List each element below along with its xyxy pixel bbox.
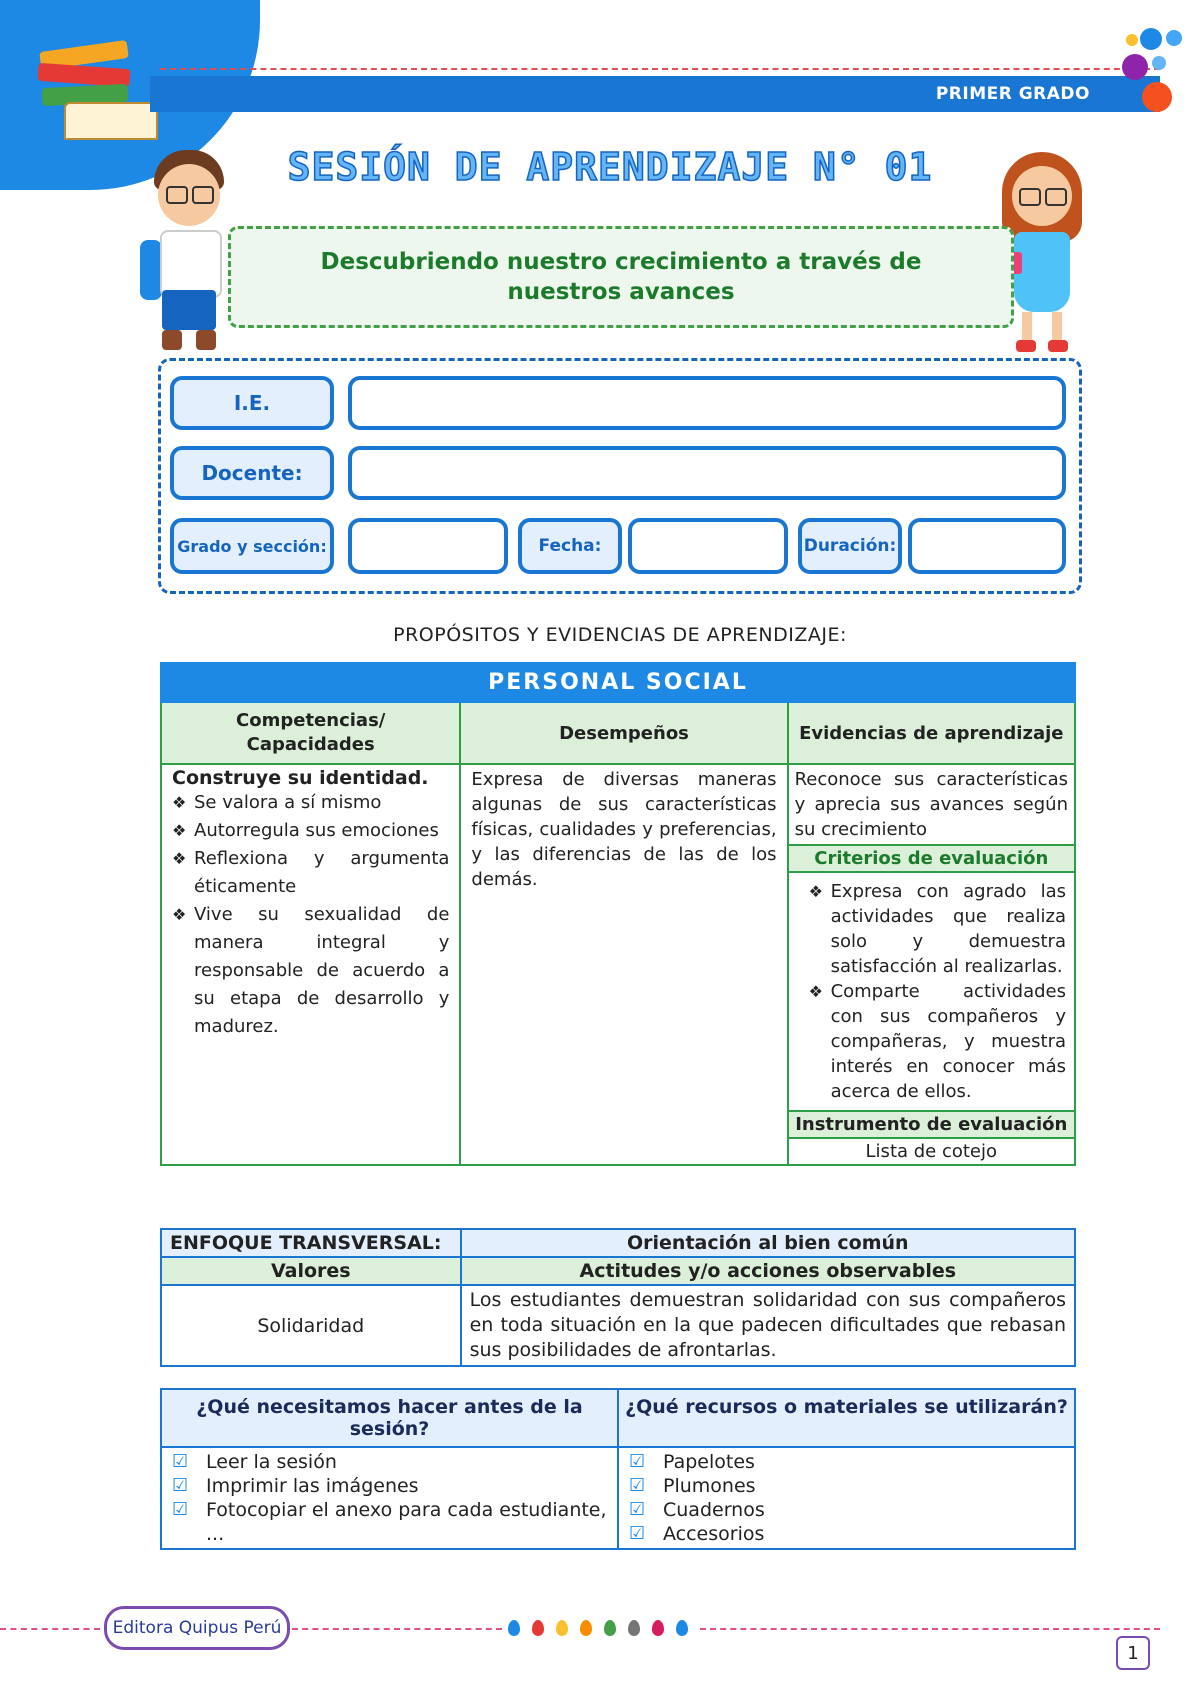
attitudes-header: Actitudes y/o acciones observables: [461, 1257, 1075, 1285]
resources-cell: [618, 1447, 1075, 1549]
list-item: ❖ Reflexiona y argumenta éticamente: [172, 845, 449, 901]
col-evidence: Evidencias de aprendizaje: [788, 702, 1075, 764]
duration-label: Duración:: [798, 518, 902, 574]
duration-field[interactable]: [908, 518, 1066, 574]
subtitle-box: [228, 226, 1014, 328]
list-item: ❖ Se valora a sí mismo: [172, 789, 449, 817]
list-item: ❖ Vive su sexualidad de manera integral y responsable de acuerdo a su etapa de desarrollo y madurez.: [172, 901, 449, 1041]
list-item: ☑ Accesorios: [629, 1522, 1064, 1546]
before-cell: [161, 1447, 618, 1549]
criteria-cell: [788, 872, 1075, 1111]
list-item: ☑ Plumones: [629, 1474, 1064, 1498]
resources-list: [629, 1450, 1064, 1546]
list-item: ☑ Papelotes: [629, 1450, 1064, 1474]
evidence-cell: Reconoce sus características y aprecia sus avances según su crecimiento: [788, 764, 1075, 845]
page-number: 1: [1116, 1636, 1150, 1670]
list-item: ☑ Cuadernos: [629, 1498, 1064, 1522]
grade-label: PRIMER GRADO: [935, 84, 1090, 104]
list-item: ❖ Autorregula sus emociones: [172, 817, 449, 845]
session-subtitle: Descubriendo nuestro crecimiento a través de nuestros avances: [320, 249, 922, 305]
transversal-name: Orientación al bien común: [461, 1229, 1075, 1257]
ie-label: I.E.: [170, 376, 334, 430]
boy-illustration: [140, 150, 236, 350]
footer-dashed-line: [0, 1628, 100, 1630]
criteria-label: Criterios de evaluación: [788, 845, 1075, 872]
ie-field[interactable]: [348, 376, 1066, 430]
col-competencies: Competencias/ Capacidades: [161, 702, 460, 764]
competencies-cell: [161, 764, 460, 1165]
col-performances: Desempeños: [460, 702, 787, 764]
list-item: ☑ Imprimir las imágenes: [172, 1474, 607, 1498]
grade-section-field[interactable]: [348, 518, 508, 574]
competency-title: Construye su identidad.: [172, 767, 429, 789]
instrument-value: Lista de cotejo: [788, 1138, 1075, 1165]
value-cell: Solidaridad: [161, 1285, 461, 1366]
list-item: ☑ Leer la sesión: [172, 1450, 607, 1474]
before-header: ¿Qué necesitamos hacer antes de la sesión?: [161, 1389, 618, 1447]
purposes-heading: PROPÓSITOS Y EVIDENCIAS DE APRENDIZAJE:: [393, 624, 847, 646]
list-item: ☑ Fotocopiar el anexo para cada estudiante, ...: [172, 1498, 607, 1546]
area-banner: PERSONAL SOCIAL: [161, 663, 1075, 702]
grade-section-label: Grado y sección:: [170, 518, 334, 574]
footer-dashed-line: [700, 1628, 1160, 1630]
instrument-label: Instrumento de evaluación: [788, 1111, 1075, 1138]
purposes-table: [160, 662, 1076, 1166]
teacher-field[interactable]: [348, 446, 1066, 500]
transversal-label: ENFOQUE TRANSVERSAL:: [161, 1229, 461, 1257]
books-illustration: [34, 26, 154, 136]
footer-dashed-line: [292, 1628, 502, 1630]
preparation-table: [160, 1388, 1076, 1550]
before-list: [172, 1450, 607, 1546]
transversal-table: [160, 1228, 1076, 1367]
performance-cell: Expresa de diversas maneras algunas de sus características físicas, cualidades y preferencias, y las diferencias de las de los demás.: [460, 764, 787, 1165]
list-item: ❖ Expresa con agrado las actividades que realiza solo y demuestra satisfacción al realizarlas.: [797, 879, 1066, 979]
date-label: Fecha:: [518, 518, 622, 574]
values-header: Valores: [161, 1257, 461, 1285]
capacities-list: [172, 789, 449, 1041]
publisher-badge: Editora Quipus Perú: [104, 1606, 290, 1650]
list-item: ❖ Comparte actividades con sus compañeros y compañeras, y muestra interés en conocer más acerca de ellos.: [797, 979, 1066, 1104]
resources-header: ¿Qué recursos o materiales se utilizarán?: [618, 1389, 1075, 1447]
attitude-cell: Los estudiantes demuestran solidaridad con sus compañeros en toda situación en la que padecen dificultades que rebasan sus posibilidades de afrontarlas.: [461, 1285, 1075, 1366]
page-title: SESIÓN DE APRENDIZAJE N° 01: [287, 145, 933, 189]
header-dashed-line: [160, 68, 1160, 70]
criteria-list: [797, 879, 1066, 1104]
teacher-label: Docente:: [170, 446, 334, 500]
date-field[interactable]: [628, 518, 788, 574]
